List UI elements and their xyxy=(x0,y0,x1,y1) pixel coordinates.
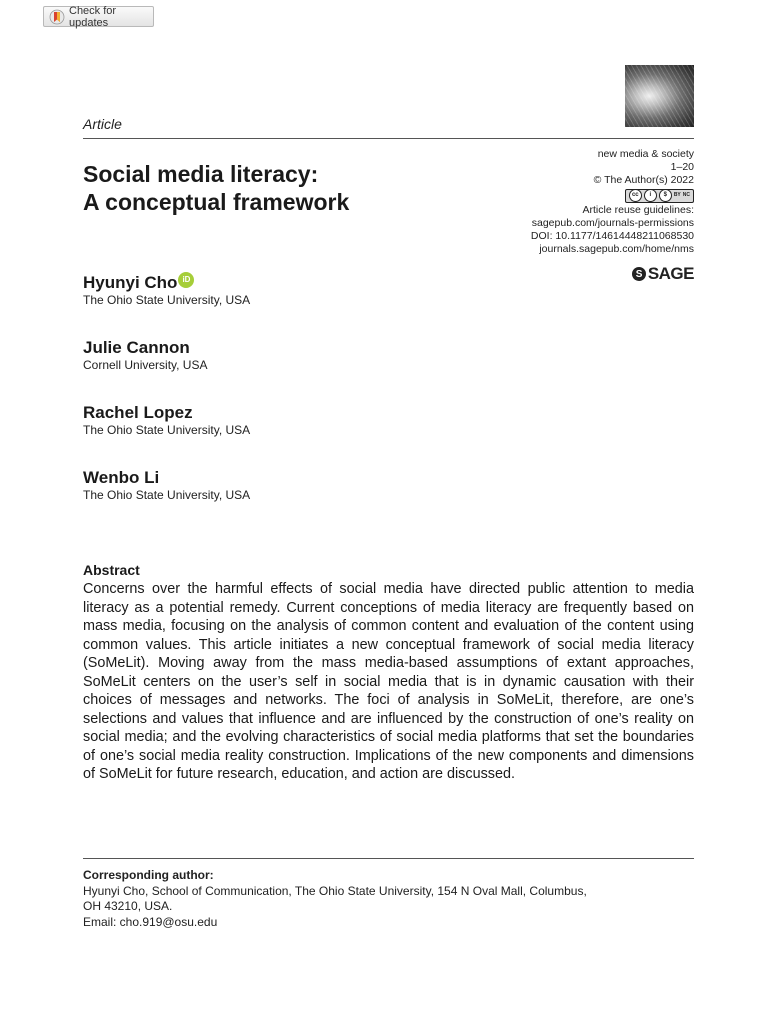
correspondence-block xyxy=(83,868,643,930)
author-affiliation: Cornell University, USA xyxy=(83,358,208,372)
journal-homepage-link[interactable]: journals.sagepub.com/home/nms xyxy=(539,242,694,255)
correspondence-address-line-1: Hyunyi Cho, School of Communication, The Ohio State University, 154 N Oval Mall, Columbus, xyxy=(83,883,587,898)
author-block xyxy=(83,468,250,502)
author-block xyxy=(83,273,250,307)
author-block xyxy=(83,338,207,372)
correspondence-heading: Corresponding author: xyxy=(83,868,214,882)
abstract-heading: Abstract xyxy=(83,562,140,578)
check-for-updates-button[interactable] xyxy=(43,6,154,27)
author-name: Rachel Lopez xyxy=(83,403,193,422)
article-type-label: Article xyxy=(83,116,122,132)
sage-logo: S SAGE xyxy=(632,264,694,284)
author-block xyxy=(83,403,250,437)
permissions-link[interactable]: sagepub.com/journals-permissions xyxy=(531,216,694,229)
footer-divider xyxy=(83,858,694,859)
author-affiliation: The Ohio State University, USA xyxy=(83,488,251,502)
sage-mark-icon: S xyxy=(632,267,646,281)
header-divider xyxy=(83,138,694,139)
author-affiliation: The Ohio State University, USA xyxy=(83,293,251,307)
cc-license-icon: cc i $ BY NC xyxy=(625,189,694,203)
author-name: Julie Cannon xyxy=(83,338,190,357)
reuse-guidelines-label: Article reuse guidelines: xyxy=(582,203,694,216)
correspondence-email[interactable]: Email: cho.919@osu.edu xyxy=(83,914,218,929)
title-line-2: A conceptual framework xyxy=(83,189,350,215)
journal-cover-image xyxy=(625,65,694,127)
correspondence-address-line-2: OH 43210, USA. xyxy=(83,899,173,913)
license-badge-row xyxy=(531,187,694,204)
page-range: 1–20 xyxy=(670,161,694,173)
article-title xyxy=(83,160,349,216)
title-line-1: Social media literacy: xyxy=(83,161,319,187)
doi[interactable]: DOI: 10.1177/14614448211068530 xyxy=(530,229,694,242)
orcid-icon[interactable]: iD xyxy=(178,272,194,288)
author-name: Hyunyi Cho iD xyxy=(83,273,250,293)
author-affiliation: The Ohio State University, USA xyxy=(83,423,251,437)
journal-metadata xyxy=(531,148,694,256)
journal-name: new media & society xyxy=(597,148,694,160)
author-name: Wenbo Li xyxy=(83,468,160,487)
bookmark-icon xyxy=(49,9,65,25)
copyright: © The Author(s) 2022 xyxy=(593,174,694,186)
check-for-updates-label: Check for updates xyxy=(69,4,117,29)
abstract-text: Concerns over the harmful effects of social media have directed public attention to media literacy as a potential remedy. Current conceptions of media literacy are frequently based on mass media, focusing on the analysis of common content and evaluation of the content using common values. This article initiates a new conceptual framework of social media literacy (SoMeLit). Moving away from the mass media-based assumptions of extant approaches, SoMeLit centers on the user’s self in social media that is in dynamic causation with their choices of messages and networks. The foci of analysis in SoMeLit, therefore, are one’s selections and values that influence and are influenced by the construction of one’s reality on social media; and the evolving characteristics of social media platforms that set the boundaries of one’s social media reality construction. Implications of the new components and dimensions of SoMeLit for future research, education, and action are discussed. xyxy=(83,581,694,782)
